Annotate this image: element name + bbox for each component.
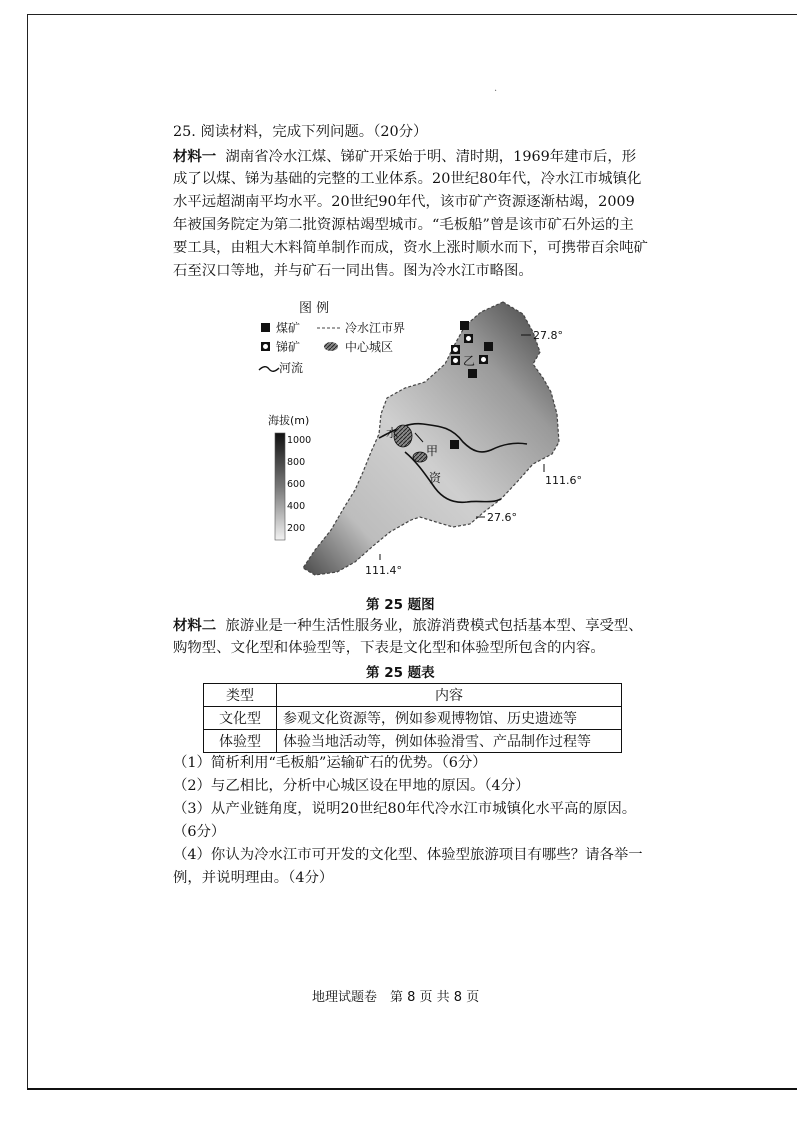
coal-mine-icon <box>261 323 270 332</box>
coal-mine-marker <box>450 440 459 449</box>
table-row <box>204 730 622 753</box>
sub-question-2: （2）与乙相比，分析中心城区设在甲地的原因。（4分） <box>173 778 530 794</box>
material2-label: 材料二 <box>173 617 217 634</box>
table-cell: 参观文化资源等，例如参观博物馆、历史遗迹等 <box>277 707 622 730</box>
material2-line-1: 材料二 旅游业是一种生活性服务业，旅游消费模式包括基本型、享受型、 <box>173 617 643 634</box>
antimony-mine-marker <box>451 345 460 354</box>
table-cell: 体验当地活动等，例如体验滑雪、产品制作过程等 <box>277 730 622 753</box>
table-caption: 第 25 题表 <box>366 665 435 681</box>
legend-coal: 煤矿 <box>276 321 301 335</box>
page-frame-left <box>27 14 28 1089</box>
table-header: 类型 <box>204 684 277 707</box>
center-city-south <box>413 452 427 462</box>
page-frame-bottom <box>27 1088 797 1090</box>
legend-title: 图 例 <box>299 301 330 316</box>
elevation-tick: 600 <box>287 479 306 490</box>
coal-mine-marker <box>460 321 469 330</box>
material1-line-1: 材料一 湖南省冷水江煤、锑矿开采始于明、清时期，1969年建市后，形 <box>173 148 637 165</box>
lat-27-8: 27.8° <box>533 329 563 342</box>
river-icon <box>259 367 279 372</box>
map-svg <box>255 292 585 587</box>
lon-111-4: 111.4° <box>365 564 402 577</box>
elevation-tick: 400 <box>287 501 306 512</box>
elevation-title: 海拔(m) <box>268 414 310 427</box>
elevation-tick: 800 <box>287 457 306 468</box>
sub-question-3-score: （6分） <box>173 824 226 840</box>
material1-line-6: 石至汉口等地，并与矿石一同出售。图为冷水江市略图。 <box>173 263 533 279</box>
elevation-scale <box>275 433 285 540</box>
material1-line-3: 水平远超湖南平均水平。20世纪90年代，该市矿产资源逐渐枯竭，2009 <box>173 194 635 210</box>
city-area-icon <box>324 342 338 351</box>
lat-27-6: 27.6° <box>487 511 517 524</box>
label-jia: 甲 <box>426 444 439 458</box>
legend-center: 中心城区 <box>345 340 394 354</box>
coal-mine-marker <box>484 342 493 351</box>
antimony-mine-marker <box>451 356 460 365</box>
elevation-tick: 200 <box>287 523 306 534</box>
coal-mine-marker <box>468 369 477 378</box>
elevation-tick: 1000 <box>287 435 312 446</box>
legend-river: 河流 <box>279 361 304 375</box>
material1-line-4: 年被国务院定为第二批资源枯竭型城市。“毛板船”曾是该市矿石外运的主 <box>173 217 634 233</box>
table-header-row <box>204 684 622 707</box>
tourism-table <box>203 683 622 753</box>
sub-question-4: （4）你认为冷水江市可开发的文化型、体验型旅游项目有哪些？请各举一 <box>173 847 643 863</box>
material2-line-2: 购物型、文化型和体验型等，下表是文化型和体验型所包含的内容。 <box>173 640 605 656</box>
label-yi: 乙 <box>463 354 476 368</box>
sub-question-4-cont: 例，并说明理由。（4分） <box>173 870 334 886</box>
figure-caption: 第 25 题图 <box>366 597 435 613</box>
scan-mark: · <box>494 86 498 97</box>
city-boundary-terrain <box>303 302 559 575</box>
label-shui: 水 <box>386 426 399 440</box>
material1-line-5: 要工具，由粗大木料简单制作而成，资水上涨时顺水而下，可携带百余吨矿 <box>173 240 648 256</box>
antimony-mine-marker <box>464 334 473 343</box>
label-zi: 资 <box>429 471 442 485</box>
table-row <box>204 707 622 730</box>
table-cell: 文化型 <box>204 707 277 730</box>
antimony-mine-marker <box>479 355 488 364</box>
sub-question-3: （3）从产业链角度，说明20世纪80年代冷水江市城镇化水平高的原因。 <box>173 801 637 817</box>
material1-line-2: 成了以煤、锑为基础的完整的工业体系。20世纪80年代，冷水江市城镇化 <box>173 171 642 187</box>
table-cell: 体验型 <box>204 730 277 753</box>
question-title: 25. 阅读材料，完成下列问题。（20分） <box>173 124 428 140</box>
map-figure <box>255 292 585 587</box>
page-frame-top <box>27 14 797 15</box>
legend-antimony: 锑矿 <box>276 340 301 354</box>
sub-question-1: （1）简析利用“毛板船”运输矿石的优势。（6分） <box>173 755 487 771</box>
page-footer: 地理试题卷 第 8 页 共 8 页 <box>312 990 480 1005</box>
legend-boundary: 冷水江市界 <box>345 321 406 335</box>
lon-111-6: 111.6° <box>545 474 582 487</box>
material1-label: 材料一 <box>173 148 217 165</box>
table-header: 内容 <box>277 684 622 707</box>
